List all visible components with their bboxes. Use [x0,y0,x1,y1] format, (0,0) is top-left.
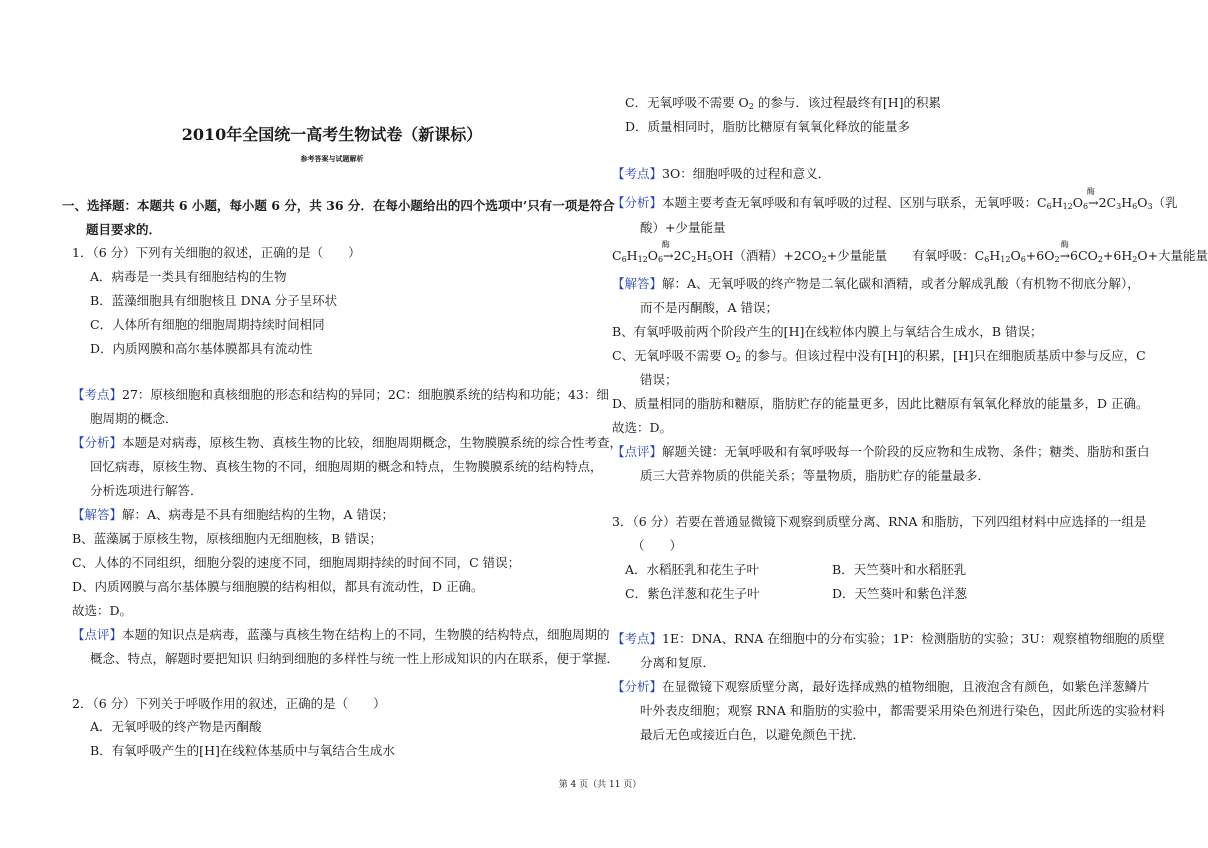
kaodian-tag: 【考点】 [612,166,663,181]
q2-jieda-b: B、有氧呼吸前两个阶段产生的[H]在线粒体内膜上与氧结合生成水，B 错误； [612,324,1043,339]
q2-option-c: C．无氧呼吸不需要 $O_2$ 的参与．该过程最终有[H]的积累 [625,95,942,111]
enzyme-arrow: 酶 → [1059,240,1071,263]
q2-jieda: 【解答】解：A、无氧呼吸的终产物是二氧化碳和酒精，或者分解成乳酸（有机物不彻底分解）， [612,276,1140,291]
section-heading-cont: 题目要求的． [86,222,162,237]
q1-fenxi: 【分析】本题是对病毒，原核生物、真核生物的比较，细胞周期概念，生物膜膜系统的综合性考查， [72,435,623,450]
q3-fenxi-cont-2: 最后无色或接近白色，以避免颜色干扰． [640,727,866,742]
q1-jieda-d: D、内质网膜与高尔基体膜与细胞膜的结构相似，都具有流动性，D 正确。 [72,579,484,594]
q3-option-d: D．天竺葵叶和紫色洋葱 [832,586,968,601]
q1-kaodian: 【考点】27：原核细胞和真核细胞的形态和结构的异同；2C：细胞膜系统的结构和功能；43：细 [72,387,609,402]
q2-fenxi: 【分析】本题主要考查无氧呼吸和有氧呼吸的过程、区别与联系，无氧呼吸：$C_6H_{12}O$ 酶 $_6\to 2C_3H_6O_3$（乳 [612,187,1178,211]
q2-jieda-cont: 而不是丙酮酸，A 错误； [640,300,779,315]
q2-jieda-d: D、质量相同的脂肪和糖原，脂肪贮存的能量更多，因此比糖原有氧氧化释放的能量多，D 正确。 [612,396,1149,411]
kaodian-tag: 【考点】 [612,631,663,646]
q3-option-b: B．天竺葵叶和水稻胚乳 [832,562,967,577]
q2-dianping: 【点评】解题关键：无氧呼吸和有氧呼吸每一个阶段的反应物和生成物、条件；糖类、脂肪和蛋白 [612,444,1150,459]
q2-jieda-c: C、无氧呼吸不需要 $O_2$ 的参与。但该过程中没有[H]的积累，[H]只在细胞质基质中参与反应，C [612,348,1146,364]
fenxi-tag: 【分析】 [72,435,123,450]
q1-kaodian-cont: 胞周期的概念． [90,411,178,426]
q1-jieda: 【解答】解：A、病毒是不具有细胞结构的生物，A 错误； [72,507,395,522]
q3-option-a: A．水稻胚乳和花生子叶 [625,562,760,577]
page-title: 2010年全国统一高考生物试卷（新课标） [181,125,483,144]
kaodian-tag: 【考点】 [72,387,123,402]
dianping-tag: 【点评】 [612,444,663,459]
q2-option-b: B．有氧呼吸产生的[H]在线粒体基质中与氧结合生成水 [90,743,395,758]
q1-option-a: A．病毒是一类具有细胞结构的生物 [90,269,287,284]
q1-fenxi-cont-1: 回忆病毒，原核生物、真核生物的不同，细胞周期的概念和特点，生物膜膜系统的结构特点， [90,459,603,474]
page-footer: 第 4 页（共 11 页） [558,780,642,790]
q1-dianping-cont: 概念、特点，解题时要把知识 归纳到细胞的多样性与统一性上形成知识的内在联系，便于掌握． [90,651,619,666]
q3-paren: （ ） [632,538,683,553]
q2-answer: 故选：D。 [612,420,673,435]
q1-option-d: D．内质网膜和高尔基体膜都具有流动性 [90,341,313,356]
enzyme-arrow: 酶 $_6$→ [1083,187,1099,211]
q1-fenxi-cont-2: 分析选项进行解答． [90,483,203,498]
q3-kaodian: 【考点】1E：DNA、RNA 在细胞中的分布实验；1P：检测脂肪的实验；3U：观察植物细胞的质壁 [612,631,1165,646]
q3-fenxi-cont-1: 叶外表皮细胞；观察 RNA 和脂肪的实验中，都需要采用染色剂进行染色，因此所选的实验材料 [640,703,1165,718]
q3-stem: 3．（6 分）若要在普通显微镜下观察到质壁分离、RNA 和脂肪，下列四组材料中应选择的一组是 [612,514,1147,529]
jieda-tag: 【解答】 [612,276,663,291]
q2-dianping-cont: 质三大营养物质的供能关系；等量物质，脂肪贮存的能量最多． [640,468,991,483]
q3-kaodian-cont: 分离和复原． [640,655,716,670]
q2-fenxi-cont: 酸）+少量能量 [640,220,726,235]
q2-stem: 2．（6 分）下列关于呼吸作用的叙述，正确的是（ ） [72,696,386,711]
q3-fenxi: 【分析】在显微镜下观察质壁分离，最好选择成熟的植物细胞，且液泡含有颜色，如紫色洋葱鳞片 [612,679,1150,694]
fenxi-tag: 【分析】 [612,195,663,210]
dianping-tag: 【点评】 [72,627,123,642]
q1-jieda-c: C、人体的不同组织，细胞分裂的速度不同，细胞周期持续的时间不同，C 错误； [72,555,521,570]
q1-option-c: C．人体所有细胞的细胞周期持续时间相同 [90,317,325,332]
q1-stem: 1．（6 分）下列有关细胞的叙述，正确的是（ ） [72,245,361,260]
jieda-tag: 【解答】 [72,507,123,522]
q1-answer: 故选：D。 [72,603,133,618]
q2-option-d: D．质量相同时，脂肪比糖原有氧氧化释放的能量多 [625,119,911,134]
enzyme-arrow: 酶 $_6$→ [658,240,674,264]
section-heading: 一、选择题：本题共 6 小题，每小题 6 分，共 36 分．在每小题给出的四个选项中’只有一项是符合 [62,198,615,213]
q2-equation: $C_6H_{12}O$ 酶 $_6\to 2C_2H_5OH$（酒精）$+2CO_2+$少量能量 有氧呼吸：$C_6H_{12}O_6+6O_2$ 酶 $\to 6CO_2+6H_2O+$大量能量 [612,240,1208,264]
q2-kaodian: 【考点】3O：细胞呼吸的过程和意义． [612,166,831,181]
q2-jieda-c-cont: 错误； [640,372,678,387]
fenxi-tag: 【分析】 [612,679,663,694]
q1-option-b: B．蓝藻细胞具有细胞核且 DNA 分子呈环状 [90,293,338,308]
q1-dianping: 【点评】本题的知识点是病毒，蓝藻与真核生物在结构上的不同，生物膜的结构特点，细胞周期的 [72,627,610,642]
q1-jieda-b: B、蓝藻属于原核生物，原核细胞内无细胞核，B 错误； [72,531,382,546]
q2-option-a: A．无氧呼吸的终产物是丙酮酸 [90,719,262,734]
q3-option-c: C．紫色洋葱和花生子叶 [625,586,760,601]
page-subtitle: 参考答案与试题解析 [300,154,364,163]
